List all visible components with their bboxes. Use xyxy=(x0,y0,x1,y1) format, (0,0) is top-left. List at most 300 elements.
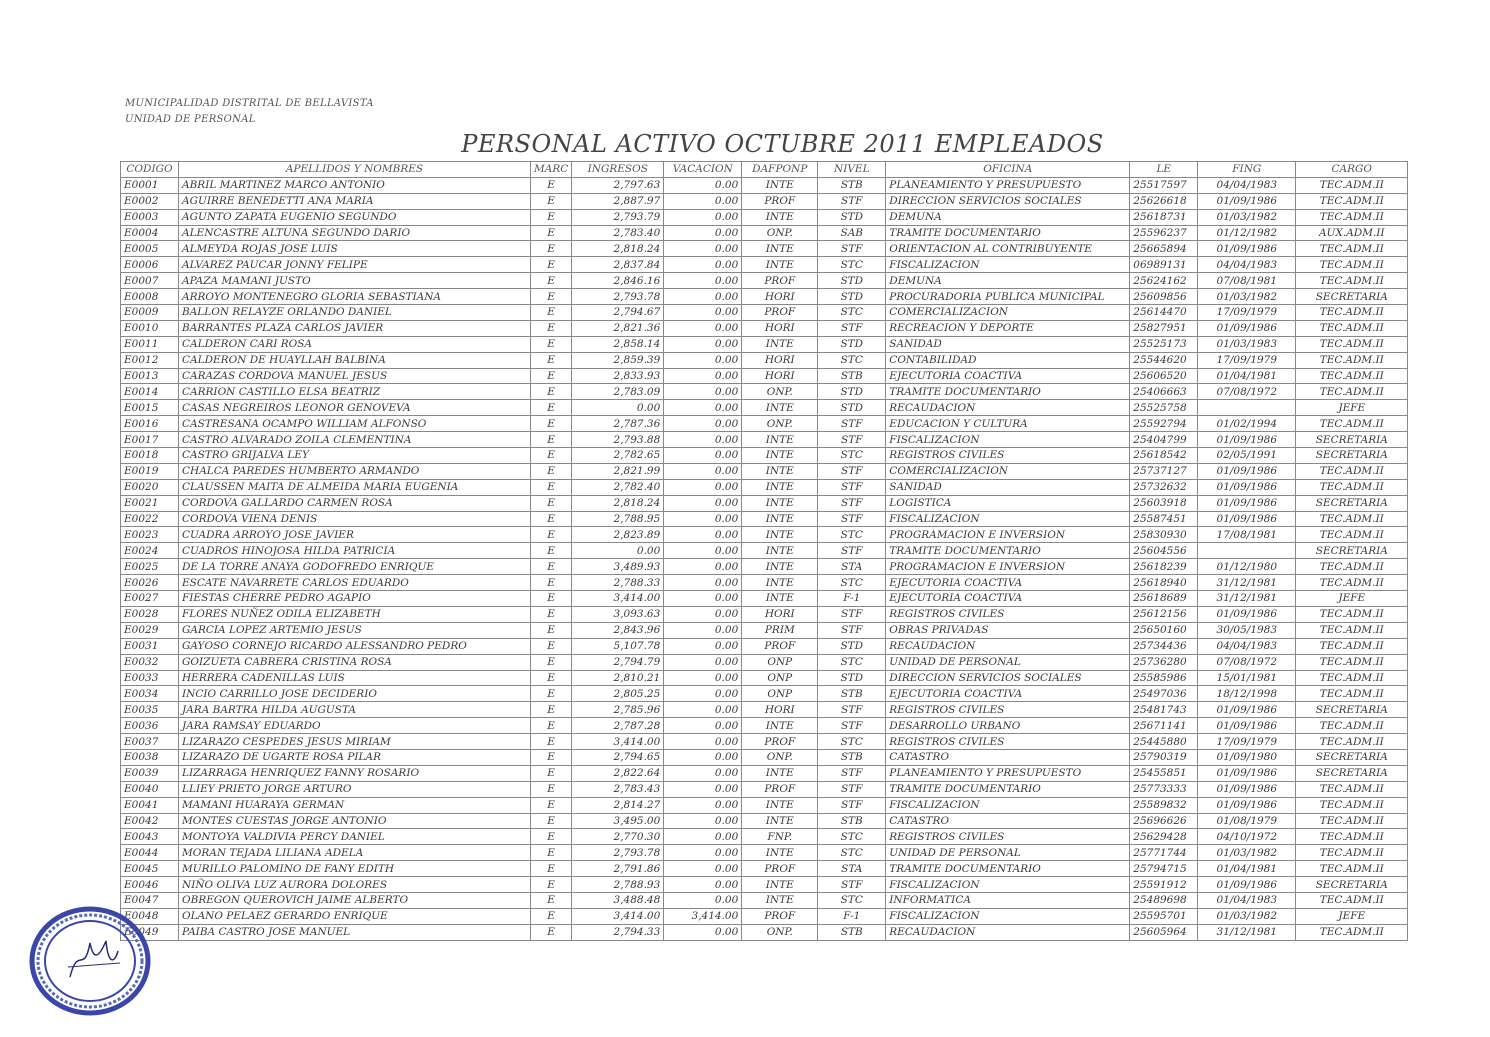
table-cell: 01/03/1982 xyxy=(1198,908,1296,924)
table-cell: ESCATE NAVARRETE CARLOS EDUARDO xyxy=(179,575,531,591)
table-cell: E xyxy=(531,177,572,193)
official-seal xyxy=(28,905,152,1017)
table-cell: E0023 xyxy=(121,527,179,543)
table-cell: 0.00 xyxy=(572,543,664,559)
table-cell: STC xyxy=(818,527,886,543)
table-row xyxy=(121,495,1408,511)
table-cell: DESARROLLO URBANO xyxy=(886,718,1130,734)
table-cell: 25734436 xyxy=(1130,638,1198,654)
table-cell: 0.00 xyxy=(664,416,742,432)
table-cell: CORDOVA VIENA DENIS xyxy=(179,511,531,527)
table-cell: 25603918 xyxy=(1130,495,1198,511)
table-cell: E0026 xyxy=(121,575,179,591)
column-header: DAFPONP xyxy=(742,162,818,178)
table-cell: NIÑO OLIVA LUZ AURORA DOLORES xyxy=(179,877,531,893)
table-cell: 31/12/1981 xyxy=(1198,924,1296,940)
table-cell: 2,822.64 xyxy=(572,765,664,781)
table-cell: PAIBA CASTRO JOSE MANUEL xyxy=(179,924,531,940)
table-cell: E xyxy=(531,622,572,638)
table-cell: TRAMITE DOCUMENTARIO xyxy=(886,384,1130,400)
table-cell: 2,843.96 xyxy=(572,622,664,638)
table-cell: 2,793.88 xyxy=(572,432,664,448)
table-cell: E xyxy=(531,225,572,241)
table-cell: 3,495.00 xyxy=(572,813,664,829)
table-cell: 01/09/1986 xyxy=(1198,877,1296,893)
table-cell: STD xyxy=(818,209,886,225)
table-cell: REGISTROS CIVILES xyxy=(886,606,1130,622)
table-cell: JEFE xyxy=(1296,591,1408,607)
table-cell: 0.00 xyxy=(664,861,742,877)
table-cell: 25596237 xyxy=(1130,225,1198,241)
table-cell: TEC.ADM.II xyxy=(1296,924,1408,940)
table-row xyxy=(121,686,1408,702)
table-cell: TEC.ADM.II xyxy=(1296,654,1408,670)
table-row xyxy=(121,257,1408,273)
table-cell: INTE xyxy=(742,543,818,559)
table-cell: E xyxy=(531,257,572,273)
table-cell: TEC.ADM.II xyxy=(1296,193,1408,209)
table-cell: TEC.ADM.II xyxy=(1296,368,1408,384)
table-cell: TEC.ADM.II xyxy=(1296,241,1408,257)
table-cell: TEC.ADM.II xyxy=(1296,718,1408,734)
table-row xyxy=(121,638,1408,654)
table-row xyxy=(121,749,1408,765)
table-cell: STF xyxy=(818,416,886,432)
table-row xyxy=(121,400,1408,416)
table-cell: 25696626 xyxy=(1130,813,1198,829)
table-cell: 0.00 xyxy=(664,305,742,321)
table-cell: JEFE xyxy=(1296,908,1408,924)
table-cell: STF xyxy=(818,765,886,781)
table-cell: SECRETARIA xyxy=(1296,749,1408,765)
table-cell: E xyxy=(531,320,572,336)
table-row xyxy=(121,241,1408,257)
table-cell: GAYOSO CORNEJO RICARDO ALESSANDRO PEDRO xyxy=(179,638,531,654)
table-cell: TEC.ADM.II xyxy=(1296,336,1408,352)
table-cell: TEC.ADM.II xyxy=(1296,829,1408,845)
table-row xyxy=(121,829,1408,845)
table-cell: 25671141 xyxy=(1130,718,1198,734)
table-cell: INTE xyxy=(742,591,818,607)
table-cell: PROGRAMACION E INVERSION xyxy=(886,527,1130,543)
table-cell: E xyxy=(531,193,572,209)
table-cell: E xyxy=(531,273,572,289)
table-cell: 30/05/1983 xyxy=(1198,622,1296,638)
table-cell: E0014 xyxy=(121,384,179,400)
table-cell: 25587451 xyxy=(1130,511,1198,527)
column-header: CODIGO xyxy=(121,162,179,178)
table-row xyxy=(121,892,1408,908)
table-cell: INTE xyxy=(742,813,818,829)
table-cell: HORI xyxy=(742,702,818,718)
table-cell: 01/04/1981 xyxy=(1198,368,1296,384)
table-cell: 0.00 xyxy=(664,559,742,575)
table-cell: 04/04/1983 xyxy=(1198,177,1296,193)
table-cell: 04/04/1983 xyxy=(1198,638,1296,654)
table-cell: SECRETARIA xyxy=(1296,702,1408,718)
table-cell: 25591912 xyxy=(1130,877,1198,893)
table-cell: STF xyxy=(818,193,886,209)
table-cell: E xyxy=(531,575,572,591)
table-cell: 2,791.86 xyxy=(572,861,664,877)
table-cell: 25609856 xyxy=(1130,289,1198,305)
table-cell: E0011 xyxy=(121,336,179,352)
table-cell: 01/09/1986 xyxy=(1198,463,1296,479)
table-row xyxy=(121,511,1408,527)
table-cell: 01/09/1986 xyxy=(1198,320,1296,336)
table-cell: EJECUTORIA COACTIVA xyxy=(886,686,1130,702)
table-cell: 01/02/1994 xyxy=(1198,416,1296,432)
table-cell: MURILLO PALOMINO DE FANY EDITH xyxy=(179,861,531,877)
table-cell: 0.00 xyxy=(664,718,742,734)
table-cell: ARROYO MONTENEGRO GLORIA SEBASTIANA xyxy=(179,289,531,305)
table-cell: TEC.ADM.II xyxy=(1296,320,1408,336)
table-cell: 01/03/1982 xyxy=(1198,289,1296,305)
table-cell: DIRECCION SERVICIOS SOCIALES xyxy=(886,193,1130,209)
table-cell: 01/09/1986 xyxy=(1198,241,1296,257)
table-cell: 2,814.27 xyxy=(572,797,664,813)
table-cell: E0001 xyxy=(121,177,179,193)
table-cell: CUADROS HINOJOSA HILDA PATRICIA xyxy=(179,543,531,559)
table-cell: GARCIA LOPEZ ARTEMIO JESUS xyxy=(179,622,531,638)
table-cell: 2,788.93 xyxy=(572,877,664,893)
table-cell: COMERCIALIZACION xyxy=(886,463,1130,479)
table-cell: JEFE xyxy=(1296,400,1408,416)
table-cell: 0.00 xyxy=(664,225,742,241)
table-cell: F-1 xyxy=(818,908,886,924)
table-cell: RECAUDACION xyxy=(886,924,1130,940)
table-cell: INTE xyxy=(742,209,818,225)
table-cell: E0018 xyxy=(121,448,179,464)
table-cell: INTE xyxy=(742,448,818,464)
table-cell: 0.00 xyxy=(664,320,742,336)
table-row xyxy=(121,416,1408,432)
table-row xyxy=(121,622,1408,638)
table-cell: 25737127 xyxy=(1130,463,1198,479)
table-cell: 0.00 xyxy=(664,797,742,813)
table-cell: E xyxy=(531,654,572,670)
table-cell: BALLON RELAYZE ORLANDO DANIEL xyxy=(179,305,531,321)
org-name: MUNICIPALIDAD DISTRITAL DE BELLAVISTA xyxy=(125,98,374,109)
table-cell: FISCALIZACION xyxy=(886,797,1130,813)
table-cell: E0010 xyxy=(121,320,179,336)
table-cell: JARA BARTRA HILDA AUGUSTA xyxy=(179,702,531,718)
table-cell: ONP. xyxy=(742,749,818,765)
personnel-table xyxy=(120,161,1408,941)
table-cell: 01/08/1979 xyxy=(1198,813,1296,829)
table-cell: CASTRESANA OCAMPO WILLIAM ALFONSO xyxy=(179,416,531,432)
table-cell: INTE xyxy=(742,495,818,511)
table-cell: PROF xyxy=(742,861,818,877)
table-cell: E xyxy=(531,734,572,750)
table-cell: 3,414.00 xyxy=(572,591,664,607)
table-row xyxy=(121,670,1408,686)
table-cell: 0.00 xyxy=(664,813,742,829)
unit-name: UNIDAD DE PERSONAL xyxy=(125,114,256,125)
table-cell: PROF xyxy=(742,734,818,750)
table-row xyxy=(121,606,1408,622)
table-cell: RECAUDACION xyxy=(886,400,1130,416)
table-cell: EDUCACION Y CULTURA xyxy=(886,416,1130,432)
table-cell: E0024 xyxy=(121,543,179,559)
table-cell: 3,414.00 xyxy=(572,734,664,750)
table-cell: STC xyxy=(818,892,886,908)
table-cell: 3,093.63 xyxy=(572,606,664,622)
table-cell: E xyxy=(531,336,572,352)
table-cell: 01/12/1982 xyxy=(1198,225,1296,241)
table-cell: 31/12/1981 xyxy=(1198,575,1296,591)
table-cell: 0.00 xyxy=(664,400,742,416)
table-cell: CATASTRO xyxy=(886,749,1130,765)
table-cell: 2,783.43 xyxy=(572,781,664,797)
table-cell: STF xyxy=(818,606,886,622)
table-cell: FISCALIZACION xyxy=(886,908,1130,924)
table-cell: E xyxy=(531,670,572,686)
table-cell: 0.00 xyxy=(664,527,742,543)
table-cell: 25736280 xyxy=(1130,654,1198,670)
table-cell: 01/09/1986 xyxy=(1198,765,1296,781)
table-cell: DE LA TORRE ANAYA GODOFREDO ENRIQUE xyxy=(179,559,531,575)
table-cell: DIRECCION SERVICIOS SOCIALES xyxy=(886,670,1130,686)
table-cell: E0008 xyxy=(121,289,179,305)
table-cell: 04/04/1983 xyxy=(1198,257,1296,273)
table-cell: 01/09/1986 xyxy=(1198,479,1296,495)
table-cell: E0002 xyxy=(121,193,179,209)
table-cell: OBREGON QUEROVICH JAIME ALBERTO xyxy=(179,892,531,908)
table-cell: EJECUTORIA COACTIVA xyxy=(886,368,1130,384)
table-cell: FLORES NUÑEZ ODILA ELIZABETH xyxy=(179,606,531,622)
table-cell: SECRETARIA xyxy=(1296,448,1408,464)
table-cell: 3,414.00 xyxy=(664,908,742,924)
table-cell: 25732632 xyxy=(1130,479,1198,495)
table-cell: CUADRA ARROYO JOSE JAVIER xyxy=(179,527,531,543)
table-cell: 17/09/1979 xyxy=(1198,352,1296,368)
table-cell: FISCALIZACION xyxy=(886,877,1130,893)
table-cell: E xyxy=(531,702,572,718)
table-cell: 0.00 xyxy=(664,289,742,305)
table-cell: EJECUTORIA COACTIVA xyxy=(886,591,1130,607)
table-cell: STD xyxy=(818,273,886,289)
table-cell: STC xyxy=(818,257,886,273)
table-cell: STF xyxy=(818,877,886,893)
table-row xyxy=(121,336,1408,352)
table-cell: E0013 xyxy=(121,368,179,384)
table-cell: E xyxy=(531,924,572,940)
table-cell: INTE xyxy=(742,257,818,273)
table-cell: CALDERON CARI ROSA xyxy=(179,336,531,352)
table-cell: E xyxy=(531,448,572,464)
table-cell: TEC.ADM.II xyxy=(1296,845,1408,861)
table-cell: E0005 xyxy=(121,241,179,257)
table-cell: E xyxy=(531,892,572,908)
table-cell: 0.00 xyxy=(664,448,742,464)
table-cell: COMERCIALIZACION xyxy=(886,305,1130,321)
table-cell: REGISTROS CIVILES xyxy=(886,702,1130,718)
table-cell: LIZARAZO CESPEDES JESUS MIRIAM xyxy=(179,734,531,750)
table-cell: E0004 xyxy=(121,225,179,241)
table-cell: 2,797.63 xyxy=(572,177,664,193)
table-cell: PROF xyxy=(742,305,818,321)
table-cell: INTE xyxy=(742,479,818,495)
table-cell: CLAUSSEN MAITA DE ALMEIDA MARIA EUGENIA xyxy=(179,479,531,495)
table-cell: TEC.ADM.II xyxy=(1296,384,1408,400)
table-cell: 25445880 xyxy=(1130,734,1198,750)
table-cell: LLIEY PRIETO JORGE ARTURO xyxy=(179,781,531,797)
table-cell: 01/12/1980 xyxy=(1198,559,1296,575)
table-cell: E0044 xyxy=(121,845,179,861)
table-cell: ONP xyxy=(742,654,818,670)
table-cell: E xyxy=(531,559,572,575)
table-cell: TEC.ADM.II xyxy=(1296,734,1408,750)
table-cell: PLANEAMIENTO Y PRESUPUESTO xyxy=(886,177,1130,193)
table-cell: 01/09/1986 xyxy=(1198,702,1296,718)
column-header: APELLIDOS Y NOMBRES xyxy=(179,162,531,178)
table-row xyxy=(121,527,1408,543)
table-cell: STF xyxy=(818,511,886,527)
table-cell: PROF xyxy=(742,273,818,289)
table-cell: STC xyxy=(818,829,886,845)
table-row xyxy=(121,781,1408,797)
table-row xyxy=(121,718,1408,734)
table-cell: HORI xyxy=(742,368,818,384)
table-cell: TRAMITE DOCUMENTARIO xyxy=(886,781,1130,797)
table-cell: 2,783.40 xyxy=(572,225,664,241)
table-cell: 01/09/1986 xyxy=(1198,511,1296,527)
table-cell: 2,793.78 xyxy=(572,845,664,861)
table-cell: E xyxy=(531,606,572,622)
column-header: FING xyxy=(1198,162,1296,178)
table-cell: 3,488.48 xyxy=(572,892,664,908)
table-cell: 01/09/1986 xyxy=(1198,606,1296,622)
table-cell: E0037 xyxy=(121,734,179,750)
table-cell: AGUNTO ZAPATA EUGENIO SEGUNDO xyxy=(179,209,531,225)
table-cell: 25525173 xyxy=(1130,336,1198,352)
table-cell: MAMANI HUARAYA GERMAN xyxy=(179,797,531,813)
table-cell: TRAMITE DOCUMENTARIO xyxy=(886,861,1130,877)
table-cell: 25665894 xyxy=(1130,241,1198,257)
table-cell: ALVAREZ PAUCAR JONNY FELIPE xyxy=(179,257,531,273)
table-cell: 25544620 xyxy=(1130,352,1198,368)
table-row xyxy=(121,591,1408,607)
table-cell: E xyxy=(531,543,572,559)
table-cell: E0032 xyxy=(121,654,179,670)
table-cell: 2,788.95 xyxy=(572,511,664,527)
table-cell: 01/09/1986 xyxy=(1198,781,1296,797)
table-cell: TEC.ADM.II xyxy=(1296,797,1408,813)
table-cell: 17/09/1979 xyxy=(1198,734,1296,750)
column-header: NIVEL xyxy=(818,162,886,178)
table-cell: INCIO CARRILLO JOSE DECIDERIO xyxy=(179,686,531,702)
table-cell: 01/09/1986 xyxy=(1198,193,1296,209)
table-cell: TEC.ADM.II xyxy=(1296,638,1408,654)
table-cell: E0043 xyxy=(121,829,179,845)
table-row xyxy=(121,209,1408,225)
table-cell: E0028 xyxy=(121,606,179,622)
table-cell: 25589832 xyxy=(1130,797,1198,813)
table-cell: E xyxy=(531,384,572,400)
table-cell: 01/03/1982 xyxy=(1198,845,1296,861)
table-cell: ONP. xyxy=(742,416,818,432)
table-cell: 0.00 xyxy=(664,209,742,225)
table-cell: 25612156 xyxy=(1130,606,1198,622)
table-cell: GOIZUETA CABRERA CRISTINA ROSA xyxy=(179,654,531,670)
table-row xyxy=(121,273,1408,289)
table-cell: 0.00 xyxy=(664,892,742,908)
table-cell: 04/10/1972 xyxy=(1198,829,1296,845)
table-cell: DEMUNA xyxy=(886,209,1130,225)
table-cell: CALDERON DE HUAYLLAH BALBINA xyxy=(179,352,531,368)
table-row xyxy=(121,177,1408,193)
table-cell: TEC.ADM.II xyxy=(1296,463,1408,479)
table-cell: REGISTROS CIVILES xyxy=(886,734,1130,750)
table-cell: E xyxy=(531,305,572,321)
table-cell: REGISTROS CIVILES xyxy=(886,829,1130,845)
table-cell xyxy=(1198,400,1296,416)
table-cell: 25790319 xyxy=(1130,749,1198,765)
table-cell: INTE xyxy=(742,241,818,257)
table-cell: STC xyxy=(818,352,886,368)
table-cell: STF xyxy=(818,622,886,638)
table-cell: E0017 xyxy=(121,432,179,448)
table-cell: INTE xyxy=(742,559,818,575)
table-cell: INTE xyxy=(742,527,818,543)
table-cell: STF xyxy=(818,479,886,495)
table-cell: 01/04/1983 xyxy=(1198,892,1296,908)
table-cell: 25614470 xyxy=(1130,305,1198,321)
table-cell: STB xyxy=(818,924,886,940)
table-cell: HORI xyxy=(742,289,818,305)
table-cell: TEC.ADM.II xyxy=(1296,257,1408,273)
table-cell: E xyxy=(531,289,572,305)
table-cell: 25585986 xyxy=(1130,670,1198,686)
table-cell: E0033 xyxy=(121,670,179,686)
table-cell xyxy=(1198,543,1296,559)
table-cell: 25404799 xyxy=(1130,432,1198,448)
table-cell: 0.00 xyxy=(664,781,742,797)
table-cell: INTE xyxy=(742,877,818,893)
table-cell: E xyxy=(531,511,572,527)
table-cell: TEC.ADM.II xyxy=(1296,209,1408,225)
table-cell: INTE xyxy=(742,177,818,193)
table-cell: 25604556 xyxy=(1130,543,1198,559)
table-cell: INTE xyxy=(742,463,818,479)
table-cell: REGISTROS CIVILES xyxy=(886,448,1130,464)
table-cell: PROGRAMACION E INVERSION xyxy=(886,559,1130,575)
table-cell: STC xyxy=(818,845,886,861)
table-cell: 0.00 xyxy=(664,654,742,670)
table-cell: 2,787.28 xyxy=(572,718,664,734)
table-cell: 25629428 xyxy=(1130,829,1198,845)
table-cell: CHALCA PAREDES HUMBERTO ARMANDO xyxy=(179,463,531,479)
table-cell: CONTABILIDAD xyxy=(886,352,1130,368)
table-cell: EJECUTORIA COACTIVA xyxy=(886,575,1130,591)
table-cell: 0.00 xyxy=(664,575,742,591)
table-cell: STB xyxy=(818,368,886,384)
table-cell: INTE xyxy=(742,718,818,734)
table-cell: 15/01/1981 xyxy=(1198,670,1296,686)
table-cell: 25827951 xyxy=(1130,320,1198,336)
table-cell: STC xyxy=(818,448,886,464)
table-cell: ONP xyxy=(742,670,818,686)
table-cell: E xyxy=(531,368,572,384)
table-cell: CASTRO GRIJALVA LEY xyxy=(179,448,531,464)
table-cell: 07/08/1972 xyxy=(1198,384,1296,400)
table-cell: E0015 xyxy=(121,400,179,416)
table-cell: ORIENTACION AL CONTRIBUYENTE xyxy=(886,241,1130,257)
table-cell: STB xyxy=(818,749,886,765)
table-cell: 01/03/1982 xyxy=(1198,209,1296,225)
table-cell: 2,794.67 xyxy=(572,305,664,321)
